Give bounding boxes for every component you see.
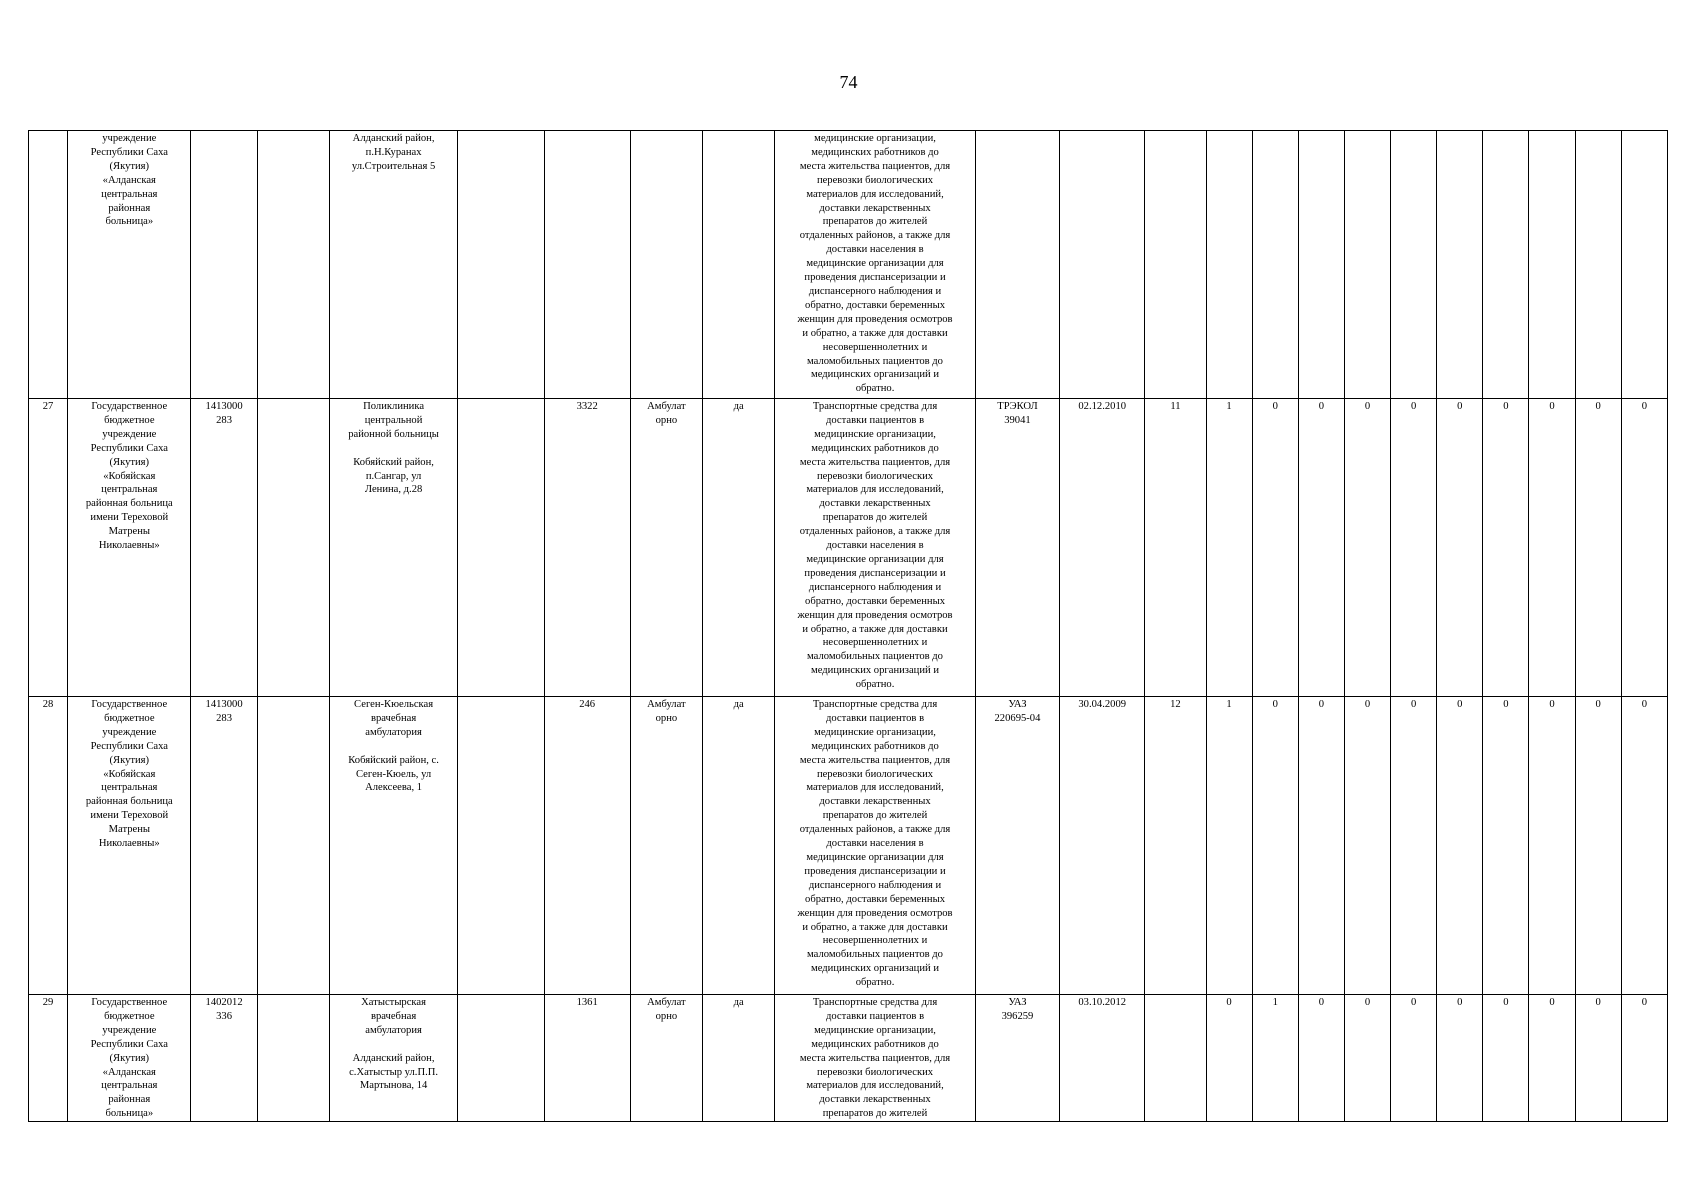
flag — [703, 131, 775, 399]
value-cell — [1483, 131, 1529, 399]
care-type: Амбулат орно — [630, 697, 702, 995]
value-cell: 0 — [1483, 995, 1529, 1122]
organization-name: Государственное бюджетное учреждение Республики Саха (Якутия) «Кобяйская центральная районная больница имени Тереховой Матрены Николаевны» — [68, 399, 191, 697]
empty-cell — [458, 995, 544, 1122]
vehicle-date: 30.04.2009 — [1060, 697, 1145, 995]
registry-table — [28, 130, 1668, 1122]
value-cell: 0 — [1391, 697, 1437, 995]
vehicle-date — [1060, 131, 1145, 399]
organization-name: Государственное бюджетное учреждение Республики Саха (Якутия) «Кобяйская центральная районная больница имени Тереховой Матрены Николаевны» — [68, 697, 191, 995]
value-cell: 1 — [1252, 995, 1298, 1122]
population — [544, 131, 630, 399]
facility-address: Алданский район, п.Н.Куранах ул.Строительная 5 — [329, 131, 457, 399]
organization-name: учреждение Республики Саха (Якутия) «Алданская центральная районная больница» — [68, 131, 191, 399]
vehicle-purpose: медицинские организации, медицинских работников до места жительства пациентов, для перевозки биологических материалов для исследований, доставки лекарственных препаратов до жителей отдаленных районов, а также для доставки населения в медицинские организации для проведения диспансеризации и диспансерного наблюдения и обратно, доставки беременных женщин для проведения осмотров и обратно, а также для доставки несовершеннолетних и маломобильных пациентов до медицинских организаций и обратно. — [775, 131, 976, 399]
vehicle-date: 03.10.2012 — [1060, 995, 1145, 1122]
organization-code: 1413000 283 — [191, 399, 257, 697]
value-cell: 12 — [1145, 697, 1206, 995]
value-cell: 0 — [1344, 399, 1390, 697]
vehicle-model: УАЗ 396259 — [975, 995, 1059, 1122]
page-number: 74 — [839, 72, 858, 92]
facility-address: Сеген-Кюельская врачебная амбулатория Кобяйский район, с. Сеген-Кюель, ул Алексеева, 1 — [329, 697, 457, 995]
row-number: 28 — [29, 697, 68, 995]
flag: да — [703, 697, 775, 995]
vehicle-model: ТРЭКОЛ 39041 — [975, 399, 1059, 697]
value-cell: 1 — [1206, 697, 1252, 995]
flag: да — [703, 399, 775, 697]
value-cell: 0 — [1529, 697, 1575, 995]
empty-cell — [458, 697, 544, 995]
value-cell: 0 — [1298, 399, 1344, 697]
value-cell — [1437, 131, 1483, 399]
facility-address: Хатыстырская врачебная амбулатория Алданский район, с.Хатыстыр ул.П.П. Мартынова, 14 — [329, 995, 457, 1122]
care-type: Амбулат орно — [630, 995, 702, 1122]
value-cell: 0 — [1575, 399, 1621, 697]
value-cell: 0 — [1529, 399, 1575, 697]
facility-address: Поликлиника центральной районной больницы Кобяйский район, п.Сангар, ул Ленина, д.28 — [329, 399, 457, 697]
value-cell — [1206, 131, 1252, 399]
vehicle-purpose: Транспортные средства для доставки пациентов в медицинские организации, медицинских работников до места жительства пациентов, для перевозки биологических материалов для исследований, доставки лекарственных препаратов до жителей отдаленных районов, а также для доставки населения в медицинские организации для проведения диспансеризации и диспансерного наблюдения и обратно, доставки беременных женщин для проведения осмотров и обратно, а также для доставки несовершеннолетних и маломобильных пациентов до медицинских организаций и обратно. — [775, 697, 976, 995]
population: 3322 — [544, 399, 630, 697]
value-cell — [1529, 131, 1575, 399]
value-cell: 0 — [1391, 995, 1437, 1122]
vehicle-date: 02.12.2010 — [1060, 399, 1145, 697]
empty-cell — [458, 131, 544, 399]
empty-cell — [257, 697, 329, 995]
vehicle-purpose: Транспортные средства для доставки пациентов в медицинские организации, медицинских работников до места жительства пациентов, для перевозки биологических материалов для исследований, доставки лекарственных препаратов до жителей отдаленных районов, а также для доставки населения в медицинские организации для проведения диспансеризации и диспансерного наблюдения и обратно, доставки беременных женщин для проведения осмотров и обратно, а также для доставки несовершеннолетних и маломобильных пациентов до медицинских организаций и обратно. — [775, 399, 976, 697]
value-cell — [1252, 131, 1298, 399]
vehicle-purpose: Транспортные средства для доставки пациентов в медицинские организации, медицинских работников до места жительства пациентов, для перевозки биологических материалов для исследований, доставки лекарственных препаратов до жителей — [775, 995, 976, 1122]
care-type — [630, 131, 702, 399]
row-number — [29, 131, 68, 399]
row-number: 27 — [29, 399, 68, 697]
value-cell: 1 — [1206, 399, 1252, 697]
value-cell: 0 — [1483, 697, 1529, 995]
empty-cell — [458, 399, 544, 697]
vehicle-model: УАЗ 220695-04 — [975, 697, 1059, 995]
table-row — [29, 131, 1668, 399]
organization-name: Государственное бюджетное учреждение Республики Саха (Якутия) «Алданская центральная районная больница» — [68, 995, 191, 1122]
table-row — [29, 399, 1668, 697]
value-cell: 0 — [1575, 995, 1621, 1122]
value-cell: 0 — [1252, 697, 1298, 995]
empty-cell — [257, 995, 329, 1122]
value-cell — [1391, 131, 1437, 399]
organization-code — [191, 131, 257, 399]
value-cell — [1344, 131, 1390, 399]
value-cell: 0 — [1298, 697, 1344, 995]
value-cell: 0 — [1344, 697, 1390, 995]
value-cell — [1298, 131, 1344, 399]
value-cell: 0 — [1437, 995, 1483, 1122]
table-row — [29, 995, 1668, 1122]
empty-cell — [257, 131, 329, 399]
value-cell: 0 — [1391, 399, 1437, 697]
empty-cell — [257, 399, 329, 697]
care-type: Амбулат орно — [630, 399, 702, 697]
value-cell — [1145, 995, 1206, 1122]
value-cell: 0 — [1437, 399, 1483, 697]
value-cell: 0 — [1344, 995, 1390, 1122]
value-cell: 0 — [1621, 399, 1667, 697]
value-cell — [1621, 131, 1667, 399]
row-number: 29 — [29, 995, 68, 1122]
table-row — [29, 697, 1668, 995]
value-cell: 11 — [1145, 399, 1206, 697]
value-cell: 0 — [1206, 995, 1252, 1122]
value-cell: 0 — [1529, 995, 1575, 1122]
value-cell: 0 — [1621, 995, 1667, 1122]
value-cell: 0 — [1252, 399, 1298, 697]
value-cell: 0 — [1483, 399, 1529, 697]
value-cell: 0 — [1575, 697, 1621, 995]
flag: да — [703, 995, 775, 1122]
organization-code: 1402012 336 — [191, 995, 257, 1122]
value-cell: 0 — [1437, 697, 1483, 995]
value-cell — [1575, 131, 1621, 399]
vehicle-model — [975, 131, 1059, 399]
value-cell: 0 — [1621, 697, 1667, 995]
population: 1361 — [544, 995, 630, 1122]
value-cell — [1145, 131, 1206, 399]
population: 246 — [544, 697, 630, 995]
organization-code: 1413000 283 — [191, 697, 257, 995]
value-cell: 0 — [1298, 995, 1344, 1122]
